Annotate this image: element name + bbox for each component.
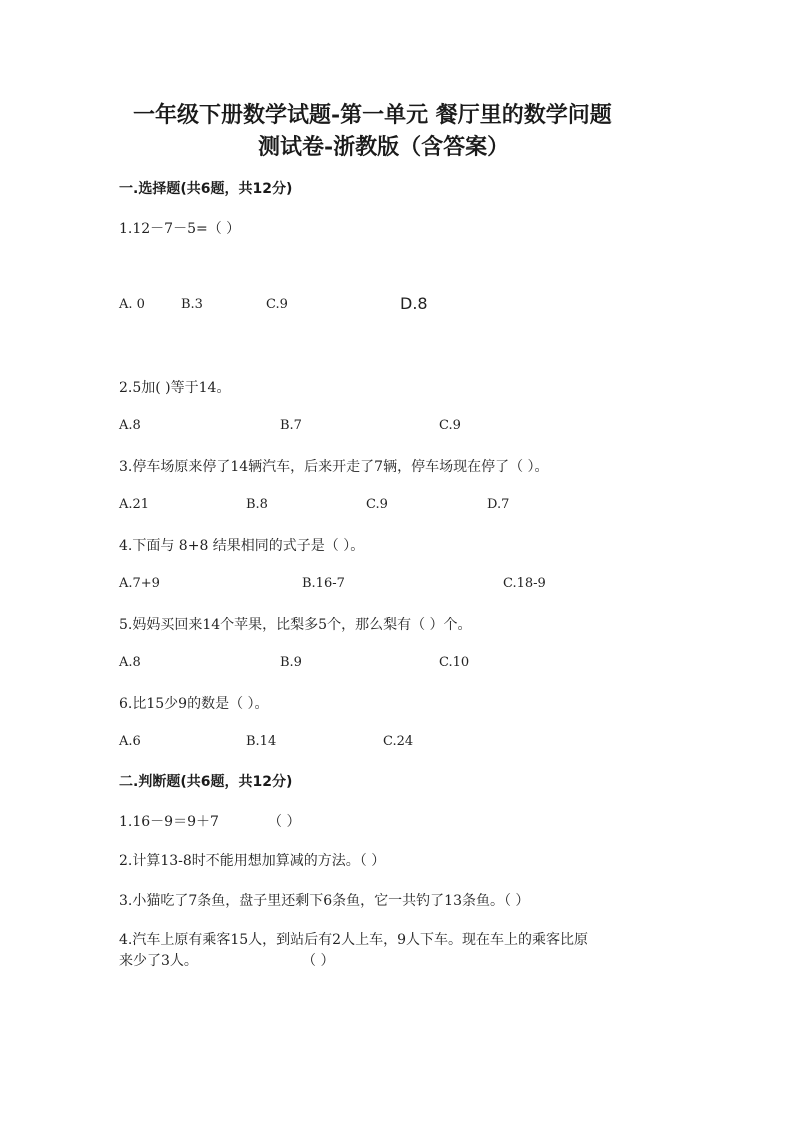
option-a: A.8 <box>119 655 141 670</box>
section-heading-judge: 二.判断题(共6题，共12分) <box>119 774 293 790</box>
question-stem: 1.12－7－5=（ ） <box>119 221 241 237</box>
question-stem: 4.下面与 8+8 结果相同的式子是（ ）。 <box>119 538 365 554</box>
option-c: C.9 <box>366 497 388 512</box>
option-d: D.7 <box>487 497 510 512</box>
judge-stem-line-2: 来少了3人。 <box>119 953 198 969</box>
title-line-1: 一年级下册数学试题-第一单元 餐厅里的数学问题 <box>133 102 612 128</box>
answer-blank: （ ） <box>268 814 301 830</box>
section-heading-choice: 一.选择题(共6题，共12分) <box>119 181 293 197</box>
option-b: B.8 <box>246 497 268 512</box>
option-d: D.8 <box>400 294 428 313</box>
question-stem: 3.停车场原来停了14辆汽车，后来开走了7辆，停车场现在停了（ ）。 <box>119 459 549 475</box>
judge-stem: 2.计算13-8时不能用想加算减的方法。（ ） <box>119 853 386 869</box>
question-stem: 5.妈妈买回来14个苹果，比梨多5个，那么梨有（ ）个。 <box>119 617 472 633</box>
option-a: A. 0 <box>119 297 145 312</box>
judge-stem-line-1: 4.汽车上原有乘客15人，到站后有2人上车，9人下车。现在车上的乘客比原 <box>119 932 588 948</box>
option-a: A.7+9 <box>119 576 160 591</box>
option-a: A.8 <box>119 418 141 433</box>
option-b: B.16-7 <box>302 576 345 591</box>
judge-stem: 1.16－9＝9＋7 <box>119 814 219 830</box>
option-b: B.7 <box>280 418 302 433</box>
option-c: C.9 <box>266 297 288 312</box>
option-c: C.10 <box>439 655 470 670</box>
title-line-2: 测试卷-浙教版（含答案） <box>258 134 510 160</box>
option-c: C.18-9 <box>503 576 546 591</box>
option-b: B.3 <box>181 297 203 312</box>
judge-stem: 3.小猫吃了7条鱼，盘子里还剩下6条鱼，它一共钓了13条鱼。（ ） <box>119 893 530 909</box>
option-c: C.9 <box>439 418 461 433</box>
option-a: A.21 <box>119 497 150 512</box>
answer-blank: （ ） <box>302 953 335 969</box>
option-b: B.9 <box>280 655 302 670</box>
option-a: A.6 <box>119 734 141 749</box>
question-stem: 6.比15少9的数是（ ）。 <box>119 696 269 712</box>
question-stem: 2.5加( )等于14。 <box>119 380 231 396</box>
option-c: C.24 <box>383 734 414 749</box>
option-b: B.14 <box>246 734 277 749</box>
